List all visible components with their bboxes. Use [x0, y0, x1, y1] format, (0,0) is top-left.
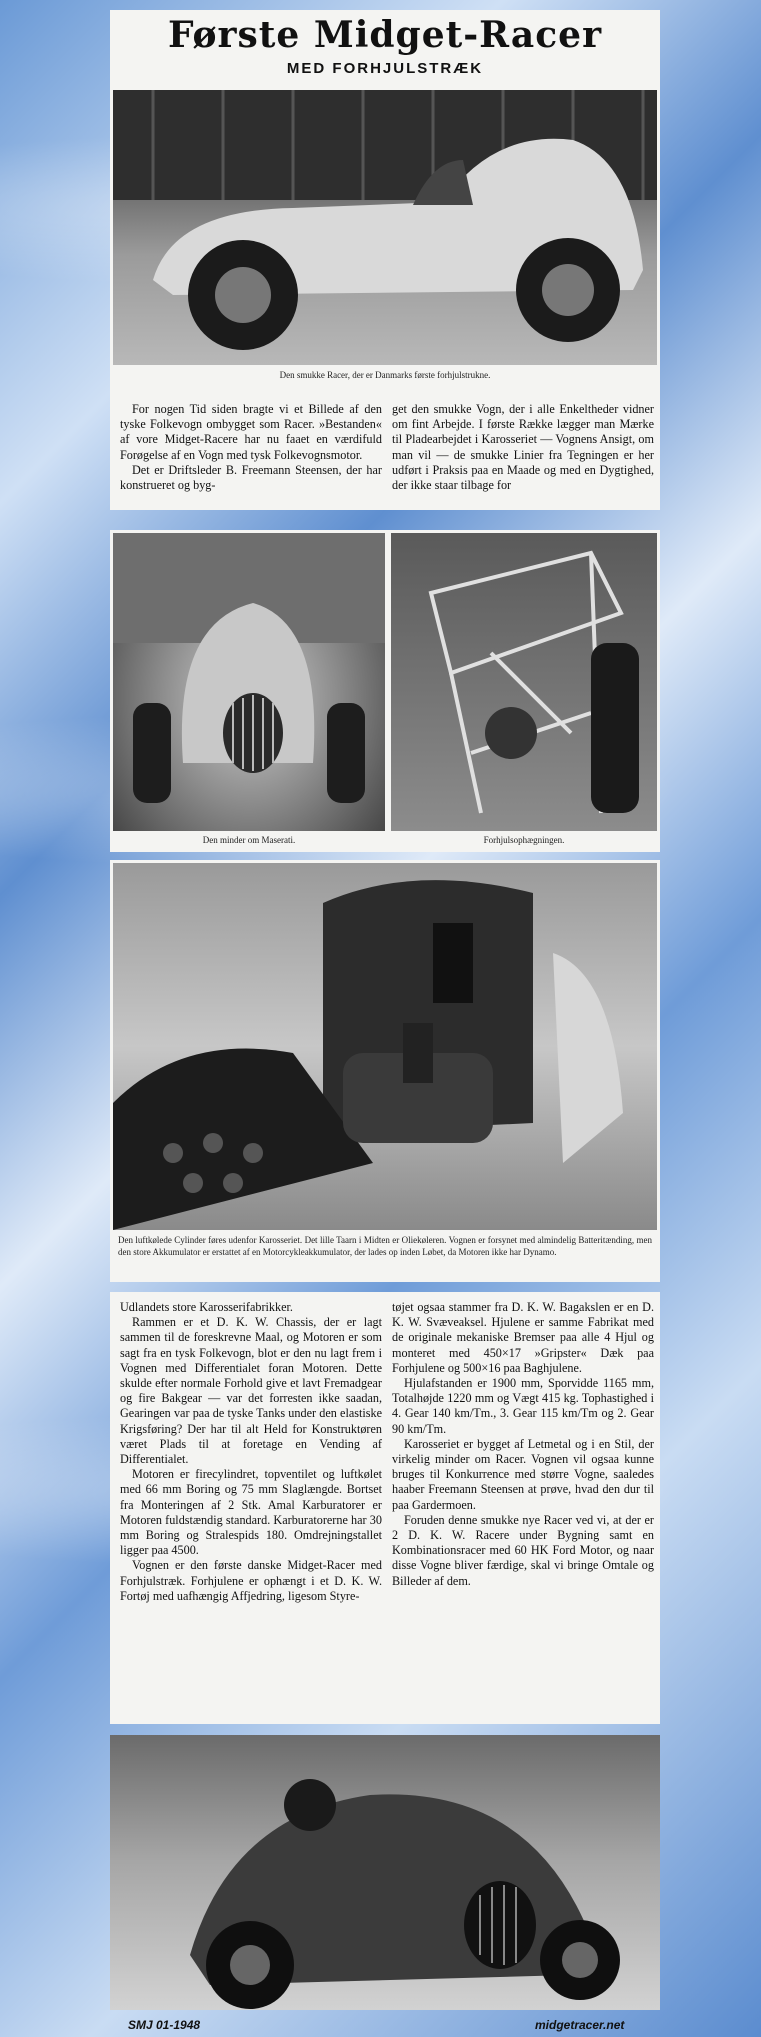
suspension-illustration: [391, 533, 657, 831]
front-view-photo: [113, 533, 385, 831]
paragraph: Det er Driftsleder B. Freemann Steensen, der har konstrueret og byg-: [120, 462, 382, 493]
paragraph: get den smukke Vogn, der i alle Enkeltheder vidner om fint Arbejde. I første Række lægger man Mærke til Pladearbejdet i Karosseriet — Vognens Ansigt, om man vil — de smukke Linier fra Tegningen er her udført i Praksis paa en Maade og med en Dygtighed, der ikke staar tilbage for: [392, 402, 654, 493]
left-photo-caption: Den minder om Maserati.: [202, 835, 296, 845]
main-photo: [113, 90, 657, 365]
paragraph: Vognen er den første danske Midget-Racer med Forhjulstræk. Forhjulene er ophængt i et D. K. W. Fortøj med uafhængig Affjedring, ligesom Styre-: [120, 1558, 382, 1603]
main-photo-caption: Den smukke Racer, der er Danmarks første forhjulstrukne.: [279, 370, 491, 380]
racer-front-illustration: [113, 533, 385, 831]
paragraph: Motoren er firecylindret, topventilet og luftkølet med 66 mm Boring og 75 mm Slaglængde. Bortset fra Monteringen af 2 Stk. Amal Karburatorer er Motoren fuldstændig standard. Karburatorerne har 30 mm Boring og Stralespids 180. Omdrejningstallet ligger paa 4500.: [120, 1467, 382, 1558]
upper-right-column: [392, 402, 654, 493]
suspension-photo: [391, 533, 657, 831]
racer-action-illustration: [110, 1735, 660, 2010]
paragraph: Karosseriet er bygget af Letmetal og i en Stil, der virkelig minder om Racer. Vognen vil ogsaa kunne bruges til Konkurrence med større Vogne, saaledes haaber Freemann Steensen at prøve, hvad den dur til paa Gardermoen.: [392, 1436, 654, 1512]
article-title: Første Midget-Racer: [167, 14, 603, 56]
action-photo-page: [110, 1735, 660, 2010]
website-label: midgetracer.net: [535, 2018, 625, 2032]
photo-pair-page: [110, 530, 660, 852]
article-page-text: [110, 1292, 660, 1724]
paragraph: Foruden denne smukke nye Racer ved vi, at der er 2 D. K. W. Racere under Bygning samt en Kombinationsracer med 60 HK Ford Motor, og naar disse Vogne bliver færdige, skal vi bringe Omtale og Billeder af dem.: [392, 1512, 654, 1588]
racer-side-illustration: [113, 90, 657, 365]
article-subtitle: MED FORHJULSTRÆK: [286, 60, 484, 77]
article-page-top: [110, 10, 660, 510]
source-label: SMJ 01-1948: [128, 2018, 201, 2032]
action-photo: [110, 1735, 660, 2010]
engine-photo: [113, 863, 657, 1230]
lower-right-column: [392, 1300, 654, 1589]
paragraph: Rammen er et D. K. W. Chassis, der er lagt sammen til de foreskrevne Maal, og Motoren er som sagt fra en tysk Folkevogn, blot er den nu lagt frem i Vognen med Differentialet foran Motoren. Dette skulde efter normale Forhold give et lavt Fremadgear og fire Bakgear — var det forresten ikke saadan, Gearingen var paa de tyske Tanks under den elastiske Krigsføring? Der har til alt Held for Konstruktøren været Plads til at foretage en Vending af Differentialet.: [120, 1315, 382, 1467]
lower-left-column: [120, 1300, 382, 1604]
engine-photo-caption: Den luftkølede Cylinder føres udenfor Karosseriet. Det lille Taarn i Midten er Oliekøleren. Vognen er forsynet med almindelig Batteritænding, men den store Akkumulator er erstattet af en Motorcykleakkumulator, der lades op inden Løbet, da Motoren ikke har Dynamo.: [118, 1235, 652, 1257]
paragraph: For nogen Tid siden bragte vi et Billede af den tyske Folkevogn ombygget som Racer. »Bestanden« af vore Midget-Racere har nu faaet en værdifuld Forøgelse af en Vogn med tysk Folkevognsmotor.: [120, 402, 382, 462]
upper-left-column: [120, 402, 382, 493]
engine-photo-page: [110, 860, 660, 1282]
paragraph: tøjet ogsaa stammer fra D. K. W. Bagakslen er en D. K. W. Svæveaksel. Hjulene er samme Fabrikat med de originale mekaniske Bremser paa alle 4 Hjul og monteret med 450×17 »Gripster« Dæk paa Forhjulene og 500×16 paa Baghjulene.: [392, 1300, 654, 1375]
right-photo-caption: Forhjulsophægningen.: [483, 835, 565, 845]
engine-illustration: [113, 863, 657, 1230]
paragraph: Udlandets store Karosserifabrikker.: [120, 1300, 293, 1314]
paragraph: Hjulafstanden er 1900 mm, Sporvidde 1165 mm, Totalhøjde 1220 mm og Vægt 415 kg. Tophastighed i 4. Gear 140 km/Tm., 3. Gear 115 km/Tm og 2. Gear 90 km/Tm.: [392, 1376, 654, 1436]
